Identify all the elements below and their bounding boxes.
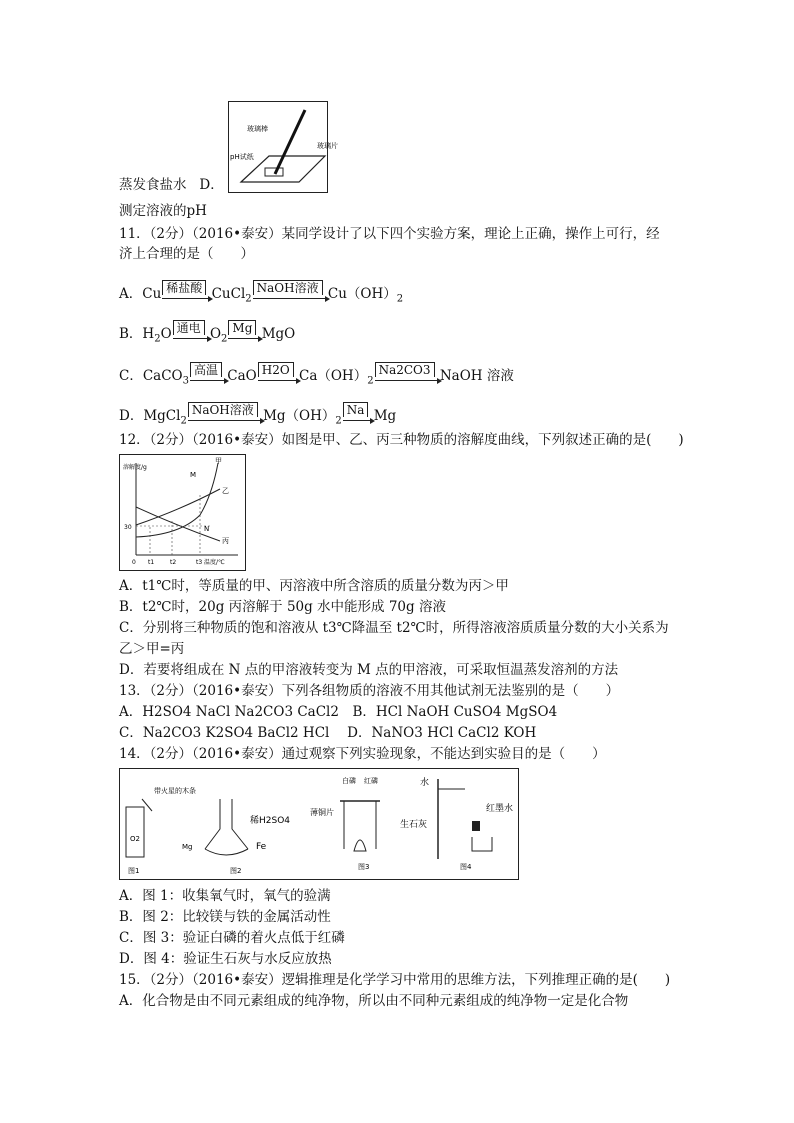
- splint-label: 带火星的木条: [154, 787, 196, 795]
- experiment-figure: [119, 768, 519, 880]
- q15-option-a: A．化合物是由不同元素组成的纯净物，所以由不同种元素组成的纯净物一定是化合物: [119, 993, 629, 1009]
- evaporate-text: 蒸发食盐水: [119, 177, 187, 193]
- point-m-label: M: [190, 471, 197, 479]
- red-ink-label: 红墨水: [486, 804, 514, 814]
- q14-option-d: D．图 4：验证生石灰与水反应放热: [119, 951, 332, 967]
- mg-label: Mg: [182, 843, 193, 851]
- curve-yi-label: 乙: [222, 487, 229, 495]
- x-tick-t1: t1: [148, 559, 155, 566]
- x-tick-t3: t3: [196, 559, 203, 566]
- curve-jia-label: 甲: [215, 457, 222, 465]
- q14-option-a: A．图 1：收集氧气时，氧气的验满: [119, 888, 331, 904]
- fig4-label: 图4: [460, 863, 472, 871]
- water-label: 水: [420, 778, 430, 788]
- q11-option-d: D．MgCl$_2$NaOH溶液 $Mg(OH)_2Na$ Mg: [119, 403, 397, 427]
- fig3-label: 图3: [358, 863, 370, 871]
- chart-xlabel: 温度/℃: [204, 559, 225, 566]
- q12-option-c-line1: C．分别将三种物质的饱和溶液从 t3℃降温至 t2℃时，所得溶液溶质质量分数的大小关系为: [119, 620, 669, 636]
- white-p-label: 白磷: [342, 777, 356, 785]
- q11-stem-line1: 11．（2分）（2016•泰安）某同学设计了以下四个实验方案，理论上正确，操作上可行，经: [119, 226, 660, 242]
- arrow-na: Na: [343, 402, 369, 417]
- lime-label: 生石灰: [400, 820, 428, 830]
- q12-option-c-line2: 乙＞甲=丙: [119, 641, 185, 657]
- q11-option-a: A．Cu 稀盐酸 CuCl$_2$NaOH溶液 $Cu(OH)_2$: [119, 281, 404, 305]
- q14-option-c: C．图 3：验证白磷的着火点低于红磷: [119, 930, 345, 946]
- fig2-label: 图2: [230, 867, 242, 875]
- arrow-naoh-2: NaOH溶液: [188, 402, 258, 417]
- arrow-na2co3: Na2CO3: [375, 362, 435, 377]
- ph-test-figure: [228, 101, 338, 193]
- q14-stem: 14．（2分）（2016•泰安）通过观察下列实验现象，不能达到实验目的是（ ）: [119, 746, 606, 762]
- fig1-label: 图1: [128, 867, 140, 875]
- q12-option-d: D．若要将组成在 N 点的甲溶液转变为 M 点的甲溶液，可采取恒温蒸发溶剂的方法: [119, 662, 619, 678]
- ph-caption: 测定溶液的pH: [119, 203, 207, 219]
- q11-stem-line2: 济上合理的是（ ）: [119, 246, 254, 262]
- arrow-electrolysis: 通电: [173, 320, 205, 335]
- solubility-chart: [119, 454, 246, 571]
- experiment-drawings: [120, 769, 518, 879]
- q11-option-b: B．$H_2O$ 通电 $O_2Mg$ MgO: [119, 321, 296, 345]
- q14-option-b: B．图 2：比较镁与铁的金属活动性: [119, 909, 331, 925]
- q15-stem: 15．（2分）（2016•泰安）逻辑推理是化学学习中常用的思维方法，下列推理正确的是( ): [119, 972, 671, 988]
- arrow-hcl: 稀盐酸: [162, 280, 206, 295]
- q13-stem: 13．（2分）（2016•泰安）下列各组物质的溶液不用其他试剂无法鉴别的是（ ）: [119, 683, 620, 699]
- q12-stem: 12．（2分）（2016•泰安）如图是甲、乙、丙三种物质的溶解度曲线，下列叙述正确的是( ): [119, 432, 684, 448]
- q12-option-b: B．t2℃时，20g 丙溶解于 50g 水中能形成 70g 溶液: [119, 599, 446, 615]
- q11-option-c: C．CaCO$_3$高温 CaO H2O $Ca(OH)_2Na2CO3$ NaOH 溶液: [119, 363, 514, 387]
- paper-label: pH试纸: [230, 153, 254, 161]
- option-d-label: D．: [199, 177, 224, 193]
- fe-label: Fe: [256, 842, 267, 852]
- q12-option-a: A．t1℃时，等质量的甲、丙溶液中所含溶质的质量分数为丙＞甲: [119, 578, 509, 594]
- q13-line1: A．H2SO4 NaCl Na2CO3 CaCl2 B．HCl NaOH CuSO4 MgSO4: [119, 704, 558, 720]
- y-tick-30: 30: [124, 524, 132, 531]
- arrow-high-temp: 高温: [190, 362, 222, 377]
- curve-bing-label: 丙: [222, 537, 229, 545]
- arrow-mg: Mg: [228, 320, 256, 335]
- arrow-h2o: H2O: [258, 362, 294, 377]
- top-text: [119, 176, 224, 194]
- x-tick-0: 0: [132, 559, 136, 566]
- rod-label: 玻璃棒: [247, 125, 268, 133]
- ph-test-drawing: [229, 102, 338, 192]
- plate-label: 玻璃片: [317, 142, 338, 150]
- q13-line2: C．Na2CO3 K2SO4 BaCl2 HCl D．NaNO3 HCl CaCl2 KOH: [119, 725, 537, 741]
- copper-label: 薄铜片: [310, 808, 334, 817]
- point-n-label: N: [204, 525, 210, 533]
- arrow-naoh: NaOH溶液: [253, 280, 323, 295]
- x-tick-t2: t2: [170, 559, 177, 566]
- acid-label: 稀H2SO4: [250, 816, 291, 826]
- chart-ylabel: 溶解度/g: [123, 464, 147, 471]
- o2-label: O2: [130, 835, 140, 843]
- solubility-curves: [120, 455, 245, 570]
- red-p-label: 红磷: [364, 777, 378, 785]
